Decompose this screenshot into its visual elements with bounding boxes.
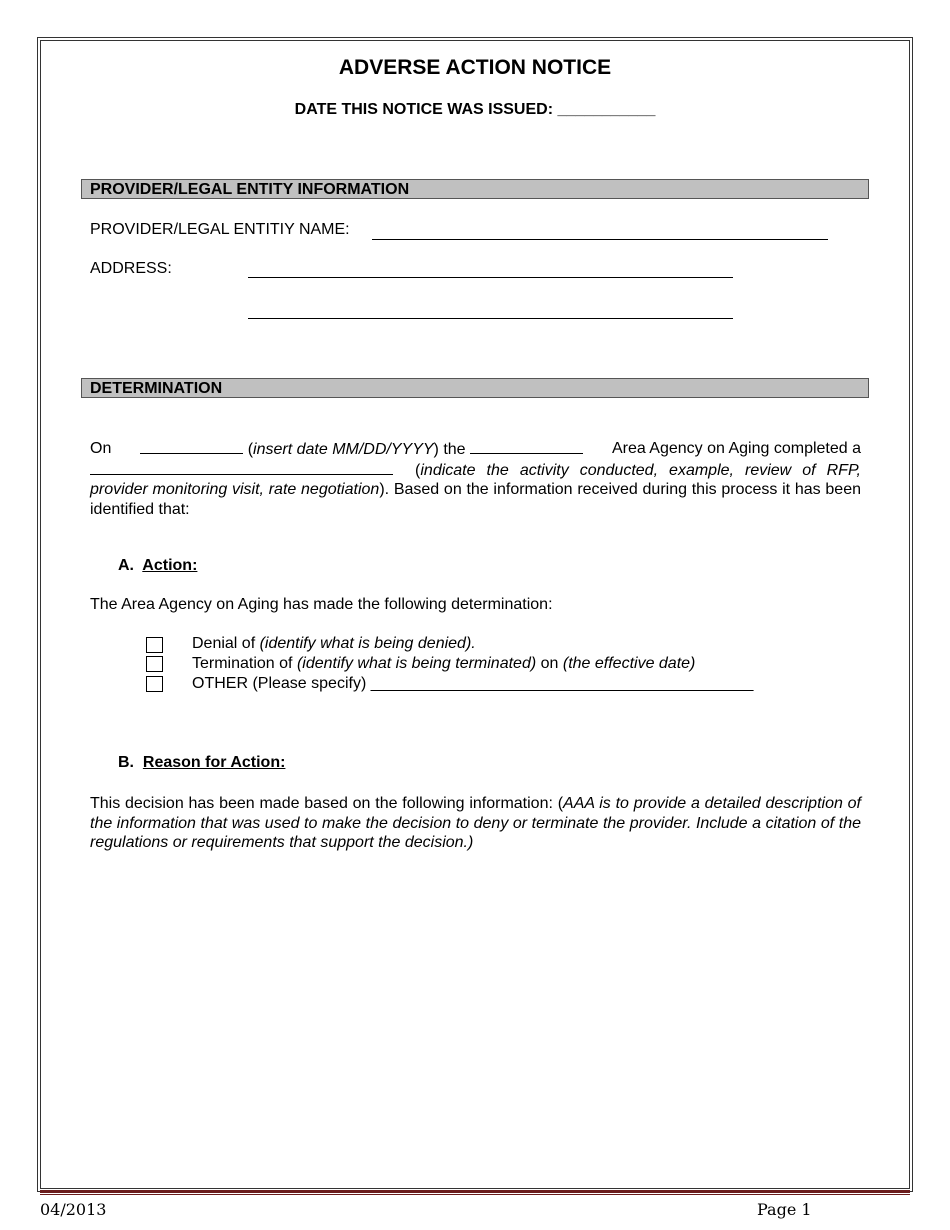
other-checkbox[interactable] xyxy=(146,676,163,692)
agency-name-blank[interactable] xyxy=(470,439,583,454)
document-title: ADVERSE ACTION NOTICE xyxy=(338,56,612,79)
action-intro: The Area Agency on Aging has made the following determination: xyxy=(90,596,553,613)
determination-section-header: DETERMINATION xyxy=(81,378,869,398)
address-line-1-field[interactable] xyxy=(248,277,733,278)
date-issued-label: DATE THIS NOTICE WAS ISSUED: ___________ xyxy=(294,101,656,118)
activity-hint: indicate the activity conducted, example, review of RFP, provider monitoring visit, rate negotiation xyxy=(90,461,861,498)
determination-paragraph: On (insert date MM/DD/YYYY) the Area Agency on Aging completed a (indicate the activity conducted, example, review of RFP, provider monitoring visit, rate negotiation). Based on the information received during this process it has been identified that: xyxy=(90,440,861,518)
denial-checkbox[interactable] xyxy=(146,637,163,653)
termination-checkbox[interactable] xyxy=(146,656,163,672)
page-border-inner xyxy=(40,40,910,1189)
action-heading: A. Action: xyxy=(118,557,198,574)
provider-name-field[interactable] xyxy=(372,239,828,240)
denial-option: Denial of (identify what is being denied). xyxy=(192,635,476,652)
termination-option: Termination of (identify what is being terminated) on (the effective date) xyxy=(192,655,696,672)
provider-name-label: PROVIDER/LEGAL ENTITIY NAME: xyxy=(90,221,350,238)
insert-date-hint: insert date MM/DD/YYYY xyxy=(253,441,434,458)
reason-paragraph: This decision has been made based on the following information: (AAA is to provide a detailed description of the information that was used to make the decision to deny or terminate the provider. Include a citation of the regulations or requirements that support the decision.) xyxy=(90,795,862,851)
footer-rule-thin xyxy=(40,1194,910,1195)
reason-heading: B. Reason for Action: xyxy=(118,754,286,771)
page-number: Page 1 xyxy=(757,1200,812,1219)
provider-section-header: PROVIDER/LEGAL ENTITY INFORMATION xyxy=(81,179,869,199)
on-label: On xyxy=(90,440,112,457)
address-label: ADDRESS: xyxy=(90,260,172,277)
footer-date: 04/2013 xyxy=(40,1200,107,1219)
other-option: OTHER (Please specify) ___________________________________________ xyxy=(192,675,754,692)
address-line-2-field[interactable] xyxy=(248,318,733,319)
footer-rule xyxy=(40,1190,910,1193)
activity-blank[interactable] xyxy=(90,460,393,475)
agency-completed-text: Area Agency on Aging completed a xyxy=(611,440,861,457)
completion-date-blank[interactable] xyxy=(140,439,243,454)
determination-text-end: ). Based on the information received during this process it has been identified that: xyxy=(90,481,861,518)
